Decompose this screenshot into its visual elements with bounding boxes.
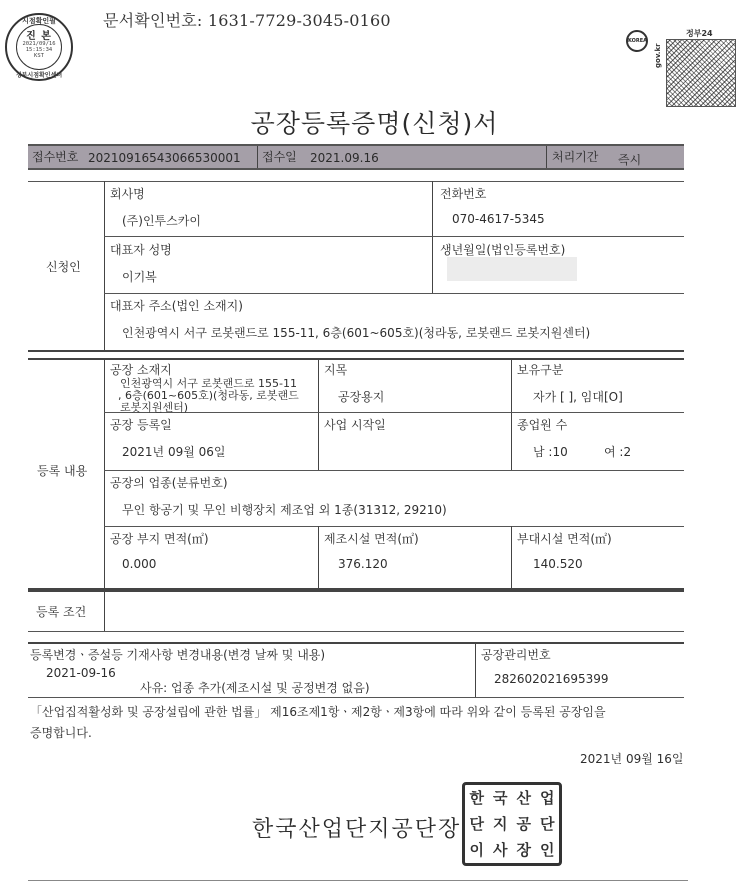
changes-label: 등록변경ㆍ증설등 기재사항 변경내용(변경 날짜 및 내용) [30, 648, 326, 662]
representative-label: 대표자 성명 [110, 243, 172, 257]
table-border [318, 526, 319, 588]
change-reason: 사유: 업종 추가(제조시설 및 공정변경 없음) [140, 681, 370, 695]
table-border [432, 181, 433, 293]
table-border [28, 181, 684, 182]
manufacturing-area: 376.120 [338, 557, 388, 571]
receipt-date: 2021.09.16 [310, 151, 379, 165]
phone-label: 전화번호 [440, 187, 487, 201]
stamp-char: 지 [493, 815, 508, 833]
issuer-name: 한국산업단지공단장 [252, 817, 462, 842]
seal-time: 15:15:34 [25, 47, 53, 53]
seal-inner-ring [16, 24, 62, 70]
receipt-number: 20210916543066530001 [88, 151, 241, 165]
seal-timezone: KST [34, 53, 44, 59]
stamp-char: 단 [540, 815, 555, 833]
divider [257, 146, 258, 168]
company-name: (주)인투스카이 [122, 214, 201, 228]
seal-main-text: 진 본 [26, 31, 52, 42]
table-border [28, 697, 684, 698]
document-number-label: 문서확인번호: [103, 11, 203, 30]
certification-text-line-1: 「산업집적활성화 및 공장설립에 관한 법률」 제16조제1항ㆍ제2항ㆍ제3항에 따라 위와 같이 등록된 공장임을 [30, 705, 606, 719]
authenticity-seal [5, 13, 73, 81]
stamp-char: 이 [469, 841, 484, 859]
qr-code-icon [666, 39, 736, 107]
land-category: 공장용지 [338, 390, 385, 404]
stamp-char: 업 [540, 789, 555, 807]
qr-label: 정부24 [686, 29, 713, 38]
table-border [104, 358, 105, 588]
factory-location-line-1: 인천광역시 서구 로봇랜드로 155-11 [120, 377, 297, 390]
seal-date: 2021/09/16 [22, 41, 56, 47]
conditions-label: 등록 조건 [36, 605, 87, 619]
birth-label: 생년월일(법인등록번호) [440, 243, 566, 257]
site-area-label: 공장 부지 면적(㎡) [110, 532, 209, 546]
address-label: 대표자 주소(법인 소재지) [110, 299, 243, 313]
table-border [475, 642, 476, 697]
table-border [28, 358, 684, 360]
table-border [104, 590, 105, 631]
stamp-char: 국 [493, 789, 508, 807]
stamp-char: 한 [469, 789, 484, 807]
document-number [103, 8, 391, 31]
seal-bottom-text: 정부시점확인센터 [15, 72, 63, 79]
table-border [104, 526, 684, 527]
footer-divider [28, 880, 688, 881]
receipt-date-label: 접수일 [262, 150, 297, 164]
phone: 070-4617-5345 [452, 212, 545, 226]
ownership: 자가 [ ], 임대[O] [533, 390, 623, 404]
official-stamp-icon [462, 782, 562, 866]
stamp-char: 인 [540, 841, 555, 859]
table-border [28, 642, 684, 644]
divider [546, 146, 547, 168]
factory-location-label: 공장 소재지 [110, 363, 172, 377]
table-border [28, 350, 684, 352]
registration-date-label: 공장 등록일 [110, 418, 172, 432]
table-border [104, 236, 684, 237]
receipt-bar [28, 144, 684, 170]
industry: 무인 항공기 및 무인 비행장치 제조업 외 1종(31312, 29210) [122, 503, 447, 517]
auxiliary-area: 140.520 [533, 557, 583, 571]
industry-label: 공장의 업종(분류번호) [110, 476, 228, 490]
table-border [28, 631, 684, 632]
manufacturing-area-label: 제조시설 면적(㎡) [324, 532, 419, 546]
site-area: 0.000 [122, 557, 157, 571]
management-number-label: 공장관리번호 [481, 648, 551, 662]
table-border [104, 181, 105, 350]
page-title: 공장등록증명(신청)서 [250, 109, 499, 138]
table-border [104, 293, 684, 294]
issue-date: 2021년 09월 16일 [580, 752, 684, 766]
stamp-char: 산 [516, 789, 531, 807]
table-border [104, 412, 684, 413]
seal-timestamp [17, 41, 61, 59]
qr-code-area [624, 28, 749, 108]
processing-period: 즉시 [618, 153, 642, 167]
change-date: 2021-09-16 [46, 666, 116, 680]
registration-date: 2021년 09월 06일 [122, 445, 226, 459]
factory-location-line-2: , 6층(601~605호)(청라동, 로봇랜드 [118, 389, 299, 402]
stamp-char: 사 [493, 841, 508, 859]
table-border [511, 526, 512, 588]
stamp-char: 공 [516, 815, 531, 833]
management-number: 282602021695399 [494, 672, 609, 686]
certification-text-line-2: 증명합니다. [30, 726, 92, 740]
seal-top-text: 시점확인필 [22, 17, 56, 25]
ownership-label: 보유구분 [517, 363, 564, 377]
land-category-label: 지목 [324, 363, 348, 377]
company-name-label: 회사명 [110, 187, 145, 201]
address: 인천광역시 서구 로봇랜드로 155-11, 6층(601~605호)(청라동, 로봇랜드 로봇지원센터) [122, 326, 591, 340]
factory-location-line-3: 로봇지원센터) [120, 401, 189, 414]
document-number-value: 1631-7729-3045-0160 [207, 11, 391, 30]
qr-side-text: gov.kr [654, 43, 662, 68]
applicant-section-label: 신청인 [46, 260, 81, 274]
employees-label: 종업원 수 [517, 418, 568, 432]
table-border [28, 590, 684, 592]
redacted-birth [447, 257, 577, 281]
receipt-number-label: 접수번호 [32, 150, 79, 164]
table-border [511, 358, 512, 470]
business-start-label: 사업 시작일 [324, 418, 386, 432]
auxiliary-area-label: 부대시설 면적(㎡) [517, 532, 612, 546]
representative: 이기복 [122, 270, 157, 284]
employees-male: 남 :10 [533, 445, 568, 459]
table-border [104, 470, 684, 471]
table-border [318, 358, 319, 470]
stamp-char: 장 [516, 841, 531, 859]
stamp-char: 단 [469, 815, 484, 833]
employees-female: 여 :2 [604, 445, 632, 459]
processing-period-label: 처리기간 [552, 150, 599, 164]
korea-logo-icon: KOREA [626, 30, 648, 52]
registration-section-label: 등록 내용 [37, 464, 88, 478]
